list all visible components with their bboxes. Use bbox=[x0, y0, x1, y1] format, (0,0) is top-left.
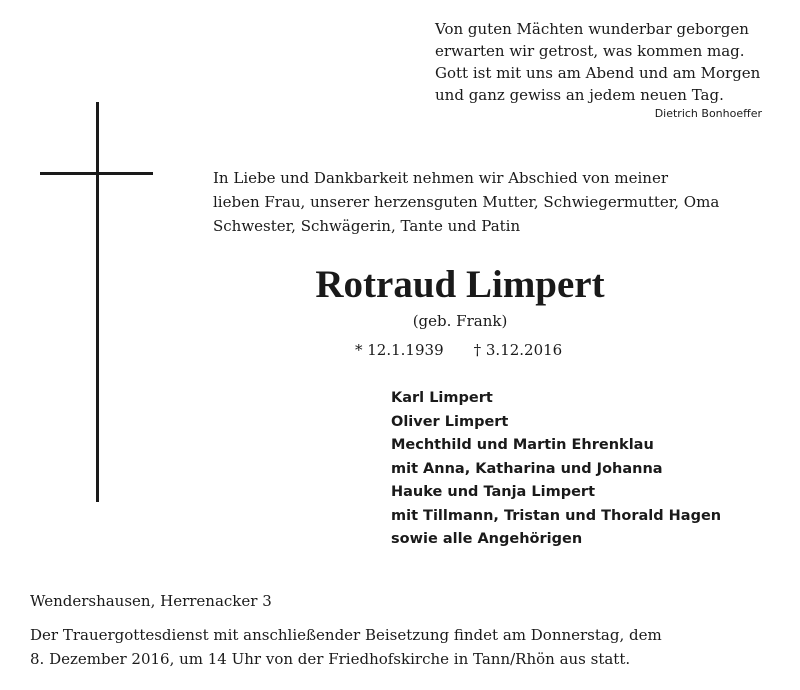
poem-line: Gott ist mit uns am Abend und am Morgen bbox=[435, 64, 761, 82]
poem-line: erwarten wir getrost, was kommen mag. bbox=[435, 42, 745, 60]
poem-quote bbox=[435, 18, 780, 106]
life-dates bbox=[355, 340, 562, 360]
deceased-name: Rotraud Limpert bbox=[315, 263, 605, 306]
mourner-line: sowie alle Angehörigen bbox=[391, 531, 583, 547]
service-line: Der Trauergottesdienst mit anschließender Beisetzung findet am Donnerstag, dem bbox=[30, 626, 662, 644]
mourner-line: Oliver Limpert bbox=[391, 413, 509, 430]
birth-date: * 12.1.1939 bbox=[355, 341, 444, 359]
poem-author: Dietrich Bonhoeffer bbox=[654, 107, 762, 120]
mourner-line: Mechthild und Martin Ehrenklau bbox=[391, 437, 654, 453]
mourner-line: mit Tillmann, Tristan und Thorald Hagen bbox=[391, 507, 722, 524]
mourner-line: mit Anna, Katharina und Johanna bbox=[391, 460, 663, 477]
death-date: † 3.12.2016 bbox=[473, 341, 563, 359]
cross-horizontal-bar bbox=[40, 172, 153, 175]
maiden-name: (geb. Frank) bbox=[412, 312, 508, 330]
intro-line: Schwester, Schwägerin, Tante und Patin bbox=[213, 217, 521, 235]
poem-line: Von guten Mächten wunderbar geborgen bbox=[435, 20, 749, 38]
intro-text bbox=[213, 166, 793, 238]
address: Wendershausen, Herrenacker 3 bbox=[30, 592, 272, 610]
service-notice bbox=[30, 623, 790, 671]
mourners-list bbox=[391, 387, 791, 552]
poem-line: und ganz gewiss an jedem neuen Tag. bbox=[435, 86, 724, 104]
intro-line: In Liebe und Dankbarkeit nehmen wir Abschied von meiner bbox=[213, 169, 669, 187]
intro-line: lieben Frau, unserer herzensguten Mutter, Schwiegermutter, Oma bbox=[213, 193, 720, 211]
mourner-line: Hauke und Tanja Limpert bbox=[391, 484, 595, 500]
mourner-line: Karl Limpert bbox=[391, 390, 493, 406]
service-line: 8. Dezember 2016, um 14 Uhr von der Friedhofskirche in Tann/Rhön aus statt. bbox=[30, 650, 631, 668]
cross-vertical-bar bbox=[96, 102, 99, 502]
